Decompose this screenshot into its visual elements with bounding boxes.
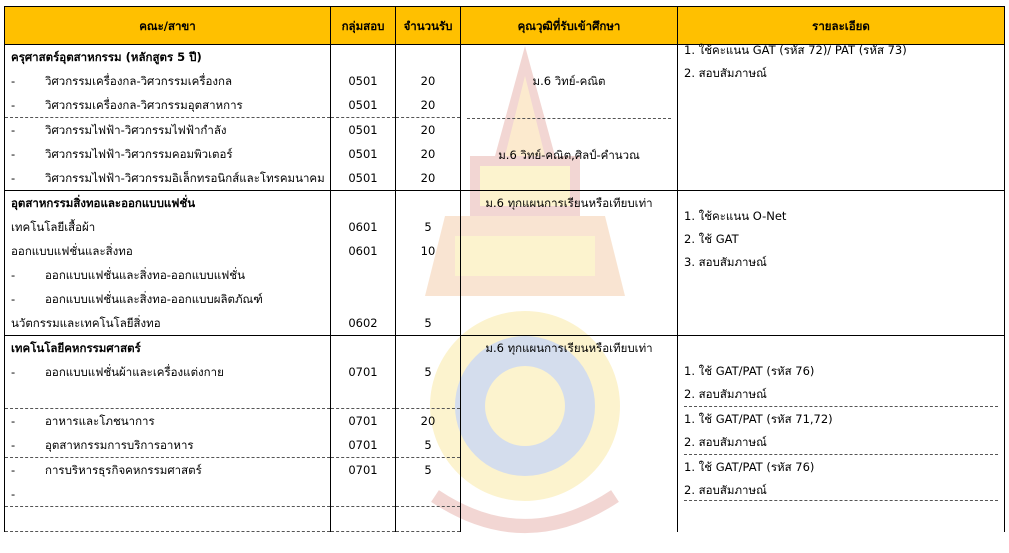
detail-item: 1. ใช้ GAT/PAT (รหัส 71,72): [684, 412, 833, 426]
admission-count: 5: [396, 433, 461, 458]
header-qualification: คุณวุฒิที่รับเข้าศึกษา: [461, 7, 678, 45]
admission-count: 20: [396, 69, 461, 93]
program-name: อาหารและโภชนาการ: [45, 414, 155, 428]
section-title: เทคโนโลยีคหกรรมศาสตร์: [5, 336, 331, 361]
section-title-row: [5, 45, 1005, 70]
admission-count: 20: [396, 93, 461, 118]
program-name: การบริหารธุรกิจคหกรรมศาสตร์: [45, 463, 202, 477]
section-title-row: [5, 336, 1005, 361]
dashed-divider: [684, 454, 998, 455]
qualification-cell: [461, 45, 678, 191]
program-name: [39, 389, 45, 403]
admission-count: 5: [396, 311, 461, 336]
exam-group: 0701: [331, 458, 396, 483]
admission-count: [396, 287, 461, 311]
exam-group: 0501: [331, 118, 396, 143]
section-title: ครุศาสตร์อุตสาหกรรม (หลักสูตร 5 ปี): [5, 45, 331, 70]
qualification-text: ม.6 ทุกแผนการเรียนหรือเทียบเท่า: [485, 341, 653, 355]
qualification-text: ม.6 วิทย์-คณิต: [532, 74, 606, 88]
qualification-cell: [461, 336, 678, 532]
header-exam-group: กลุ่มสอบ: [331, 7, 396, 45]
program-name: ออกแบบแฟชั่นและสิ่งทอ-ออกแบบผลิตภัณฑ์: [45, 292, 263, 306]
qualification-text: ม.6 ทุกแผนการเรียนหรือเทียบเท่า: [485, 196, 653, 210]
exam-group: 0501: [331, 142, 396, 166]
admission-count: [396, 384, 461, 409]
table-row: - วิศวกรรมไฟฟ้า-วิศวกรรมคอมพิวเตอร์ 0501 20: [5, 142, 1005, 166]
table-row: - ออกแบบแฟชั่นและสิ่งทอ-ออกแบบแฟชั่น: [5, 263, 1005, 287]
section-title-row: [5, 191, 1005, 216]
admission-count: [396, 482, 461, 507]
detail-item: 1. ใช้ GAT/PAT (รหัส 76): [684, 460, 815, 474]
exam-group: [331, 482, 396, 507]
program-name: [39, 487, 45, 501]
table-row: - วิศวกรรมเครื่องกล-วิศวกรรมอุตสาหการ 0501 20: [5, 93, 1005, 118]
exam-group: 0701: [331, 360, 396, 384]
dashed-divider: [467, 118, 671, 119]
detail-item: 2. สอบสัมภาษณ์: [684, 483, 767, 497]
table-row: - วิศวกรรมเครื่องกล-วิศวกรรมเครื่องกล 0501 20: [5, 69, 1005, 93]
table-row: - อาหารและโภชนาการ 0701 20: [5, 409, 1005, 434]
qualification-cell: [461, 191, 678, 336]
admission-count: 20: [396, 166, 461, 191]
program-name: ออกแบบแฟชั่นผ้าและเครื่องแต่งกาย: [45, 365, 224, 379]
detail-cell: [678, 336, 1005, 532]
program-name: วิศวกรรมไฟฟ้า-วิศวกรรมอิเล็กทรอนิกส์และโทรคมนาคม: [45, 171, 325, 185]
program-name: ออกแบบแฟชั่นและสิ่งทอ-ออกแบบแฟชั่น: [45, 268, 245, 282]
admission-count: 20: [396, 142, 461, 166]
detail-item: 1. ใช้ GAT/PAT (รหัส 76): [684, 364, 815, 378]
header-faculty: คณะ/สาขา: [5, 7, 331, 45]
table-row: - วิศวกรรมไฟฟ้า-วิศวกรรมไฟฟ้ากำลัง 0501 20: [5, 118, 1005, 143]
admission-count: [396, 263, 461, 287]
exam-group: 0601: [331, 215, 396, 239]
exam-group: [331, 507, 396, 532]
table-row: - ออกแบบแฟชั่นผ้าและเครื่องแต่งกาย 0701 5: [5, 360, 1005, 384]
detail-cell: [678, 191, 1005, 336]
section-title: อุตสาหกรรมสิ่งทอและออกแบบแฟชั่น: [5, 191, 331, 216]
program-name: วิศวกรรมเครื่องกล-วิศวกรรมเครื่องกล: [45, 74, 233, 88]
detail-cell: [678, 45, 1005, 191]
detail-item: 1. ใช้คะแนน GAT (รหัส 72)/ PAT (รหัส 73): [684, 43, 907, 57]
program-name: วิศวกรรมไฟฟ้า-วิศวกรรมไฟฟ้ากำลัง: [45, 123, 227, 137]
admission-count: 5: [396, 360, 461, 384]
table-row: - อุตสาหกรรมการบริการอาหาร 0701 5: [5, 433, 1005, 458]
admission-count: 5: [396, 215, 461, 239]
exam-group: [331, 287, 396, 311]
header-admission-count: จำนวนรับ: [396, 7, 461, 45]
admission-count: [396, 507, 461, 532]
admission-count: 20: [396, 409, 461, 434]
admission-count: 5: [396, 458, 461, 483]
exam-group: 0601: [331, 239, 396, 263]
exam-group: 0701: [331, 409, 396, 434]
program-name: เทคโนโลยีเสื้อผ้า: [5, 215, 331, 239]
admission-table: [4, 6, 1005, 532]
detail-item: 3. สอบสัมภาษณ์: [684, 255, 767, 269]
program-name: [39, 512, 45, 526]
header-detail: รายละเอียด: [678, 7, 1005, 45]
program-name: วิศวกรรมเครื่องกล-วิศวกรรมอุตสาหการ: [45, 98, 243, 112]
program-name: วิศวกรรมไฟฟ้า-วิศวกรรมคอมพิวเตอร์: [45, 147, 233, 161]
exam-group: 0602: [331, 311, 396, 336]
dashed-divider: [684, 500, 998, 501]
exam-group: [331, 263, 396, 287]
table-row: -: [5, 482, 1005, 507]
table-row: - การบริหารธุรกิจคหกรรมศาสตร์ 0701 5: [5, 458, 1005, 483]
exam-group: 0501: [331, 166, 396, 191]
program-name: นวัตกรรมและเทคโนโลยีสิ่งทอ: [5, 311, 331, 336]
program-name: อุตสาหกรรมการบริการอาหาร: [45, 438, 194, 452]
detail-item: 2. สอบสัมภาษณ์: [684, 66, 767, 80]
exam-group: 0701: [331, 433, 396, 458]
qualification-text: ม.6 วิทย์-คณิต,ศิลป์-คำนวณ: [498, 148, 640, 162]
dashed-divider: [684, 406, 998, 407]
admission-count: 10: [396, 239, 461, 263]
detail-item: 1. ใช้คะแนน O-Net: [684, 209, 787, 223]
detail-item: 2. สอบสัมภาษณ์: [684, 387, 767, 401]
table-row: - ออกแบบแฟชั่นและสิ่งทอ-ออกแบบผลิตภัณฑ์: [5, 287, 1005, 311]
admission-count: 20: [396, 118, 461, 143]
exam-group: [331, 384, 396, 409]
table-row: - วิศวกรรมไฟฟ้า-วิศวกรรมอิเล็กทรอนิกส์และโทรคมนาคม 0501 20: [5, 166, 1005, 191]
program-name: ออกแบบแฟชั่นและสิ่งทอ: [5, 239, 331, 263]
detail-item: 2. สอบสัมภาษณ์: [684, 435, 767, 449]
exam-group: 0501: [331, 69, 396, 93]
detail-item: 2. ใช้ GAT: [684, 232, 739, 246]
exam-group: 0501: [331, 93, 396, 118]
